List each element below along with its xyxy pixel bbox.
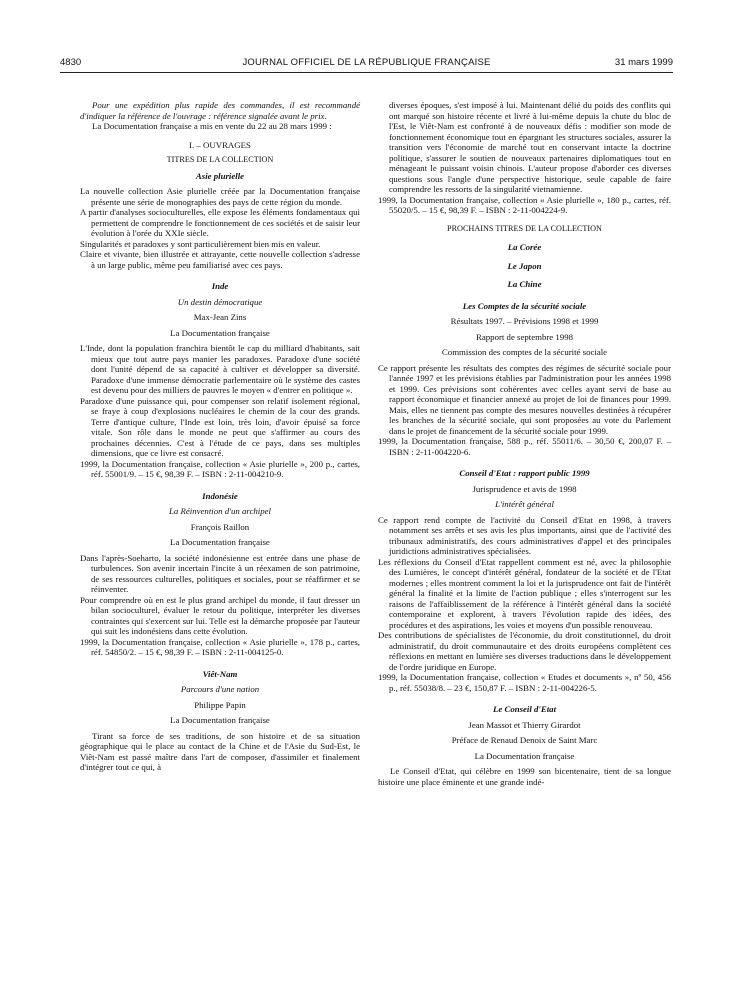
comptes-reference: 1999, la Documentation française, 588 p., réf. 55011/6. – 30,50 €, 200,07 F. – ISBN : 2-11-004220-6. [378,436,671,457]
asie-paragraph-2: A partir d'analyses socioculturelles, elle expose les éléments fondamentaux qui permettent de comprendre le fonctionnement de ces sociétés et de saisir leur évolution à l'orée du XXIe siècle. [80,207,360,238]
next-title-coree: La Corée [507,242,542,252]
conseil-rapport-theme: L'intérêt général [495,499,554,509]
conseil-etat-title: Le Conseil d'Etat [492,704,557,714]
journal-title: JOURNAL OFFICIEL DE LA RÉPUBLIQUE FRANÇAISE [242,57,491,68]
vietnam-author: Philippe Papin [194,699,246,710]
section-heading: I. – OUVRAGES [189,139,251,150]
asie-title: Asie plurielle [195,170,245,181]
conseil-rapport-reference: 1999, la Documentation française, collection « Etudes et documents », nº 50, 456 p., réf. 55038/8. – 23 €, 150,87 F. – ISBN : 2-11-004226-5. [378,672,671,693]
indonesie-reference: 1999, la Documentation française, collection « Asie plurielle », 178 p., cartes, réf. 54850/2. – 15 €, 98,39 F. – ISBN : 2-11-004125-0. [80,636,360,657]
collection-heading: TITRES DE LA COLLECTION [166,155,274,164]
conseil-rapport-paragraph-1: Ce rapport rend compte de l'activité du Conseil d'Etat en 1998, à travers notamment ses arrêts et ses avis les plus importants, ainsi que de l'activité des tribunaux administratifs, des cours administratives d'appel et des principales juridictions administratives spécialisées. [378,514,671,556]
comptes-commission: Commission des comptes de la sécurité sociale [441,347,608,357]
next-title-japon: Le Japon [507,260,542,271]
conseil-rapport-paragraph-2: Les réflexions du Conseil d'Etat rappellent comment est né, avec la philosophie des Lumières, le concept d'intérêt général, fondateur de la société et de l'Etat modernes ; elles montrent comment la loi et la jurisprudence ont fait de l'intérêt général la finalité et la limite de l'action publique ; elles s'interrogent sur les raisons de l'affaiblissement de la référence à l'intérêt général dans la société contemporaine et explorent, à travers l'évolution rapide des idées, des procédures et des aspirations, les voies et moyens d'un possible renouveau. [378,556,671,630]
asie-paragraph-4: Claire et vivante, bien illustrée et attrayante, cette nouvelle collection s'adresse à un large public, même peu familiarisé avec ces pays. [80,249,360,270]
indonesie-paragraph-1: Dans l'après-Soeharto, la société indonésienne est entrée dans une phase de turbulences. Son avenir incertain l'incite à un réexamen de son patrimoine, de ses ressources culturelles, politiques et sociales, pour se réaffirmer et se réinventer. [80,552,360,594]
conseil-etat-authors: Jean Massot et Thierry Girardot [468,719,581,730]
indonesie-subtitle: La Réinvention d'un archipel [169,506,271,516]
vietnam-reference: 1999, la Documentation française, collection « Asie plurielle », 180 p., cartes, réf. 55020/5. – 15 €, 98,39 F. – ISBN : 2-11-004224-9. [378,194,671,215]
conseil-rapport-paragraph-3: Des contributions de spécialistes de l'économie, du droit constitutionnel, du droit administratif, du droit communautaire et des droits européens complètent ces réflexions en mettant en lumière ses diverses traductions dans le développement de l'ordre juridique en Europe. [378,630,671,672]
right-column [378,100,671,787]
page-number: 4830 [60,57,82,68]
conseil-rapport-title: Conseil d'Etat : rapport public 1999 [459,468,590,478]
indonesie-title: Indonésie [202,490,238,501]
vietnam-subtitle: Parcours d'une nation [180,684,260,694]
conseil-etat-preface: Préface de Renaud Denoix de Saint Marc [451,735,598,745]
comptes-paragraph-1: Ce rapport présente les résultats des comptes des régimes de sécurité sociale pour l'année 1997 et les prévisions établies par l'administration pour les années 1998 et 1999. Ces prévisions sont cohérentes avec celles ayant servi de base au rapport économique et financier annexé au projet de loi de finances pour 1999. Mais, elles ne tiennent pas compte des mesures nouvelles destinées à récupérer les branches de la sécurité sociale, qui sont proposées au vote du Parlement dans le projet de financement de la sécurité sociale pour 1999. [378,362,671,436]
intro-text: La Documentation française a mis en vente du 22 au 28 mars 1999 : [92,121,332,131]
indonesie-paragraph-2: Pour comprendre où en est le plus grand archipel du monde, il faut dresser un bilan socioculturel, évaluer le retour du politique, interpréter les diverses contraintes qui s'exercent sur lui. Telle est la démarche proposée par l'auteur qui suit les indonésiens dans cette évolution. [80,594,360,636]
indonesie-publisher: La Documentation française [170,537,270,547]
conseil-rapport-subtitle: Jurisprudence et avis de 1998 [472,483,577,494]
vietnam-paragraph-continued: diverses époques, s'est imposé à lui. Maintenant délié du poids des conflits qui ont marqué son histoire récente et livré à lui-même depuis la chute du bloc de l'Est, le Viêt-Nam est confronté à de nouveaux défis : modifier son mode de fonctionnement économique tout en épargnant les structures sociales, assurer la transition vers l'économie de marché tout en conservant intacte la doctrine politique, s'assurer le soutien de nouveaux partenaires diplomatiques tout en ménageant le puissant voisin chinois. L'auteur propose d'aborder ces diverses questions sous l'angle d'une perspective historique, seule capable de faire comprendre les ressorts de la singularité vietnamienne. [389,100,671,194]
inde-paragraph-1: L'Inde, dont la population franchira bientôt le cap du milliard d'habitants, sait mieux que tout autre pays manier les paradoxes. Paradoxe d'une société dont l'unité dépend de sa capacité à cultiver et développer sa diversité. Paradoxe d'une immense démocratie parlementaire où le système des castes est devenu pour des milliers de pauvres le moyen « d'entrer en politique ». [80,343,360,395]
comptes-subtitle: Résultats 1997. – Prévisions 1998 et 1999 [450,316,599,326]
comptes-title: Les Comptes de la sécurité sociale [462,300,587,311]
next-titles-heading: PROCHAINS TITRES DE LA COLLECTION [447,223,602,233]
inde-title: Inde [211,281,229,291]
inde-subtitle: Un destin démocratique [177,296,263,307]
vietnam-paragraph-1: Tirant sa force de ses traditions, de son histoire et de sa situation géographique qui le place au contact de la Chine et de l'Asie du Sud-Est, le Viêt-Nam est passé maître dans l'art de composer, d'assimiler et finalement d'intégrer tout ce qui, à [80,730,360,772]
order-notice: Pour une expédition plus rapide des commandes, il est recommandé d'indiquer la référence de l'ouvrage : référence signalée avant le prix. [80,100,360,121]
vietnam-title: Viêt-Nam [202,668,238,679]
asie-paragraph-3: Singularités et paradoxes y sont particulièrement bien mis en valeur. [80,238,321,249]
header-rule [60,72,673,73]
inde-author: Max-Jean Zins [193,312,247,322]
asie-paragraph-1: La nouvelle collection Asie plurielle créée par la Documentation française présente une série de monographies des pays de cette région du monde. [80,186,360,207]
inde-reference: 1999, la Documentation française, collection « Asie plurielle », 200 p., cartes, réf. 55001/9. – 15 €, 98,39 F. – ISBN : 2-11-004210-9. [80,458,360,479]
inde-publisher: La Documentation française [170,327,270,338]
next-title-chine: La Chine [507,279,542,289]
left-column [80,100,360,773]
conseil-etat-paragraph-1: Le Conseil d'Etat, qui célèbre en 1999 son bicentenaire, tient de sa longue histoire une place éminente et une grande indé- [378,766,671,787]
issue-date: 31 mars 1999 [614,57,673,68]
vietnam-publisher: La Documentation française [170,715,270,725]
page-header [60,57,673,71]
comptes-report: Rapport de septembre 1998 [476,331,573,342]
conseil-etat-publisher: La Documentation française [474,750,575,761]
indonesie-author: François Raillon [190,521,250,532]
inde-paragraph-2: Paradoxe d'une puissance qui, pour compenser son relatif isolement régional, se fraye à coup d'explosions nucléaires le chemin de la cour des grands. Terre d'antique culture, l'Inde est loin, très loin, d'avoir épuisé sa force vitale. Son rôle dans le monde ne peut que s'affirmer au cours des prochaines décennies. C'est à l'étude de ce pays, dans ses multiples dimensions, que ce livre est consacré. [80,395,360,458]
